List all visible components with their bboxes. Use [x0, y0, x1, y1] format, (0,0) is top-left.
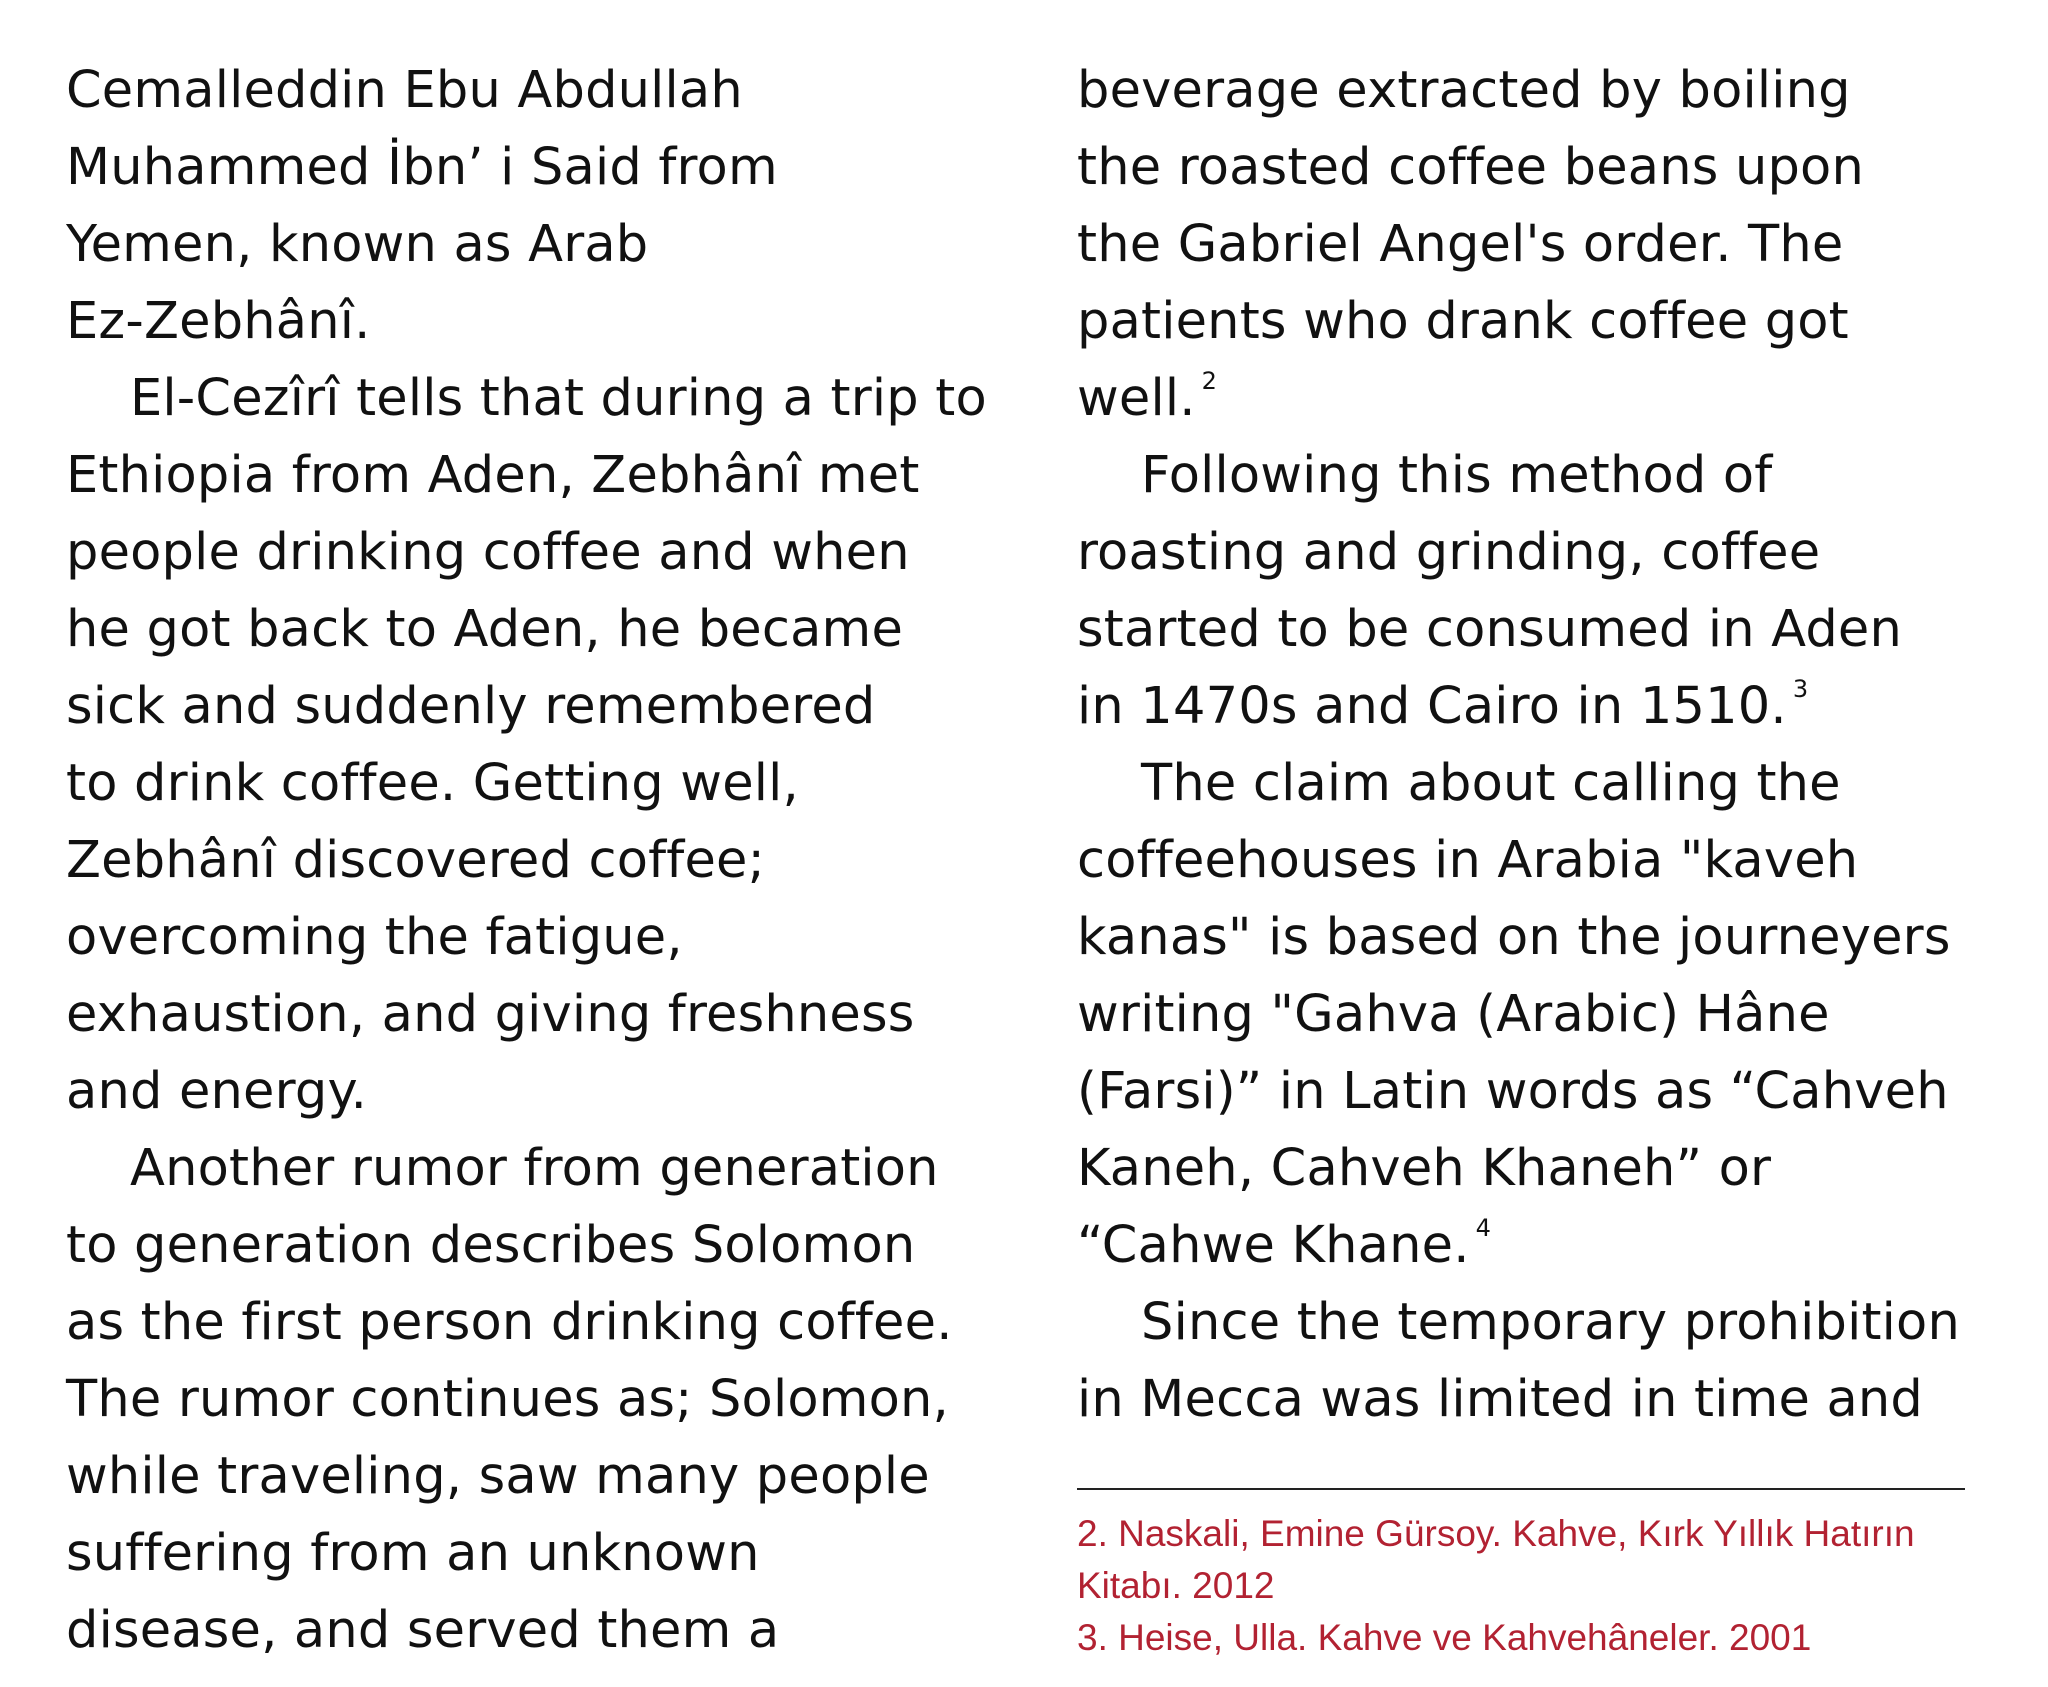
footnote-divider	[1077, 1488, 1965, 1490]
right-column	[1077, 52, 2037, 1438]
text-line: kanas" is based on the journeyers	[1077, 908, 1951, 967]
paragraph-start-line: Another rumor from generation	[130, 1139, 939, 1198]
text-line: Ethiopia from Aden, Zebhânî met	[66, 446, 920, 505]
text-line-with-footnote	[1077, 668, 2037, 745]
text-line: Ez-Zebhânî.	[66, 292, 371, 351]
footnote-ref[interactable]: 4	[1475, 1214, 1492, 1242]
text-line: while traveling, saw many people	[66, 1447, 930, 1506]
text-line: suffering from an unknown	[66, 1524, 760, 1583]
text-line: started to be consumed in Aden	[1077, 600, 1902, 659]
paragraph-start-line: El-Cezîrî tells that during a trip to	[130, 369, 987, 428]
text-line: the Gabriel Angel's order. The	[1077, 215, 1844, 274]
text-line: in Mecca was limited in time and	[1077, 1370, 1924, 1429]
text-line: the roasted coffee beans upon	[1077, 138, 1864, 197]
line-text: well.	[1077, 369, 1196, 428]
line-text: “Cahwe Khane.	[1077, 1216, 1470, 1275]
paragraph-start-line: Since the temporary prohibition	[1141, 1293, 1960, 1352]
text-line: Zebhânî discovered coffee;	[66, 831, 765, 890]
text-line: Muhammed İbn’ i Said from	[66, 138, 778, 197]
footnote-line: 2. Naskali, Emine Gürsoy. Kahve, Kırk Yıllık Hatırın	[1077, 1513, 1915, 1554]
line-text: in 1470s and Cairo in 1510.	[1077, 677, 1787, 736]
text-line-with-footnote	[1077, 1207, 2037, 1284]
text-line: Cemalleddin Ebu Abdullah	[66, 61, 743, 120]
text-line: to drink coffee. Getting well,	[66, 754, 799, 813]
left-column	[66, 52, 1026, 1669]
text-line: and energy.	[66, 1062, 368, 1121]
text-line: exhaustion, and giving freshness	[66, 985, 915, 1044]
paragraph-start-line: Following this method of	[1141, 446, 1773, 505]
text-line: coffeehouses in Arabia "kaveh	[1077, 831, 1859, 890]
footnotes	[1077, 1508, 1915, 1664]
text-line: sick and suddenly remembered	[66, 677, 876, 736]
text-line: patients who drank coffee got	[1077, 292, 1849, 351]
paragraph-start-line: The claim about calling the	[1141, 754, 1841, 813]
text-line: people drinking coffee and when	[66, 523, 910, 582]
text-line: Kaneh, Cahveh Khaneh” or	[1077, 1139, 1772, 1198]
text-line: (Farsi)” in Latin words as “Cahveh	[1077, 1062, 1949, 1121]
text-line: as the first person drinking coffee.	[66, 1293, 953, 1352]
text-line: Yemen, known as Arab	[66, 215, 649, 274]
footnote-ref[interactable]: 3	[1792, 675, 1809, 703]
footnote-line: Kitabı. 2012	[1077, 1565, 1275, 1606]
text-line: roasting and grinding, coffee	[1077, 523, 1821, 582]
text-line: he got back to Aden, he became	[66, 600, 904, 659]
footnote-ref[interactable]: 2	[1201, 367, 1218, 395]
text-line: beverage extracted by boiling	[1077, 61, 1851, 120]
text-line: to generation describes Solomon	[66, 1216, 916, 1275]
text-line: writing "Gahva (Arabic) Hâne	[1077, 985, 1830, 1044]
text-line-with-footnote	[1077, 360, 2037, 437]
text-line: disease, and served them a	[66, 1601, 780, 1660]
text-line: overcoming the fatigue,	[66, 908, 683, 967]
text-line: The rumor continues as; Solomon,	[66, 1370, 949, 1429]
footnote-line: 3. Heise, Ulla. Kahve ve Kahvehâneler. 2001	[1077, 1617, 1812, 1658]
